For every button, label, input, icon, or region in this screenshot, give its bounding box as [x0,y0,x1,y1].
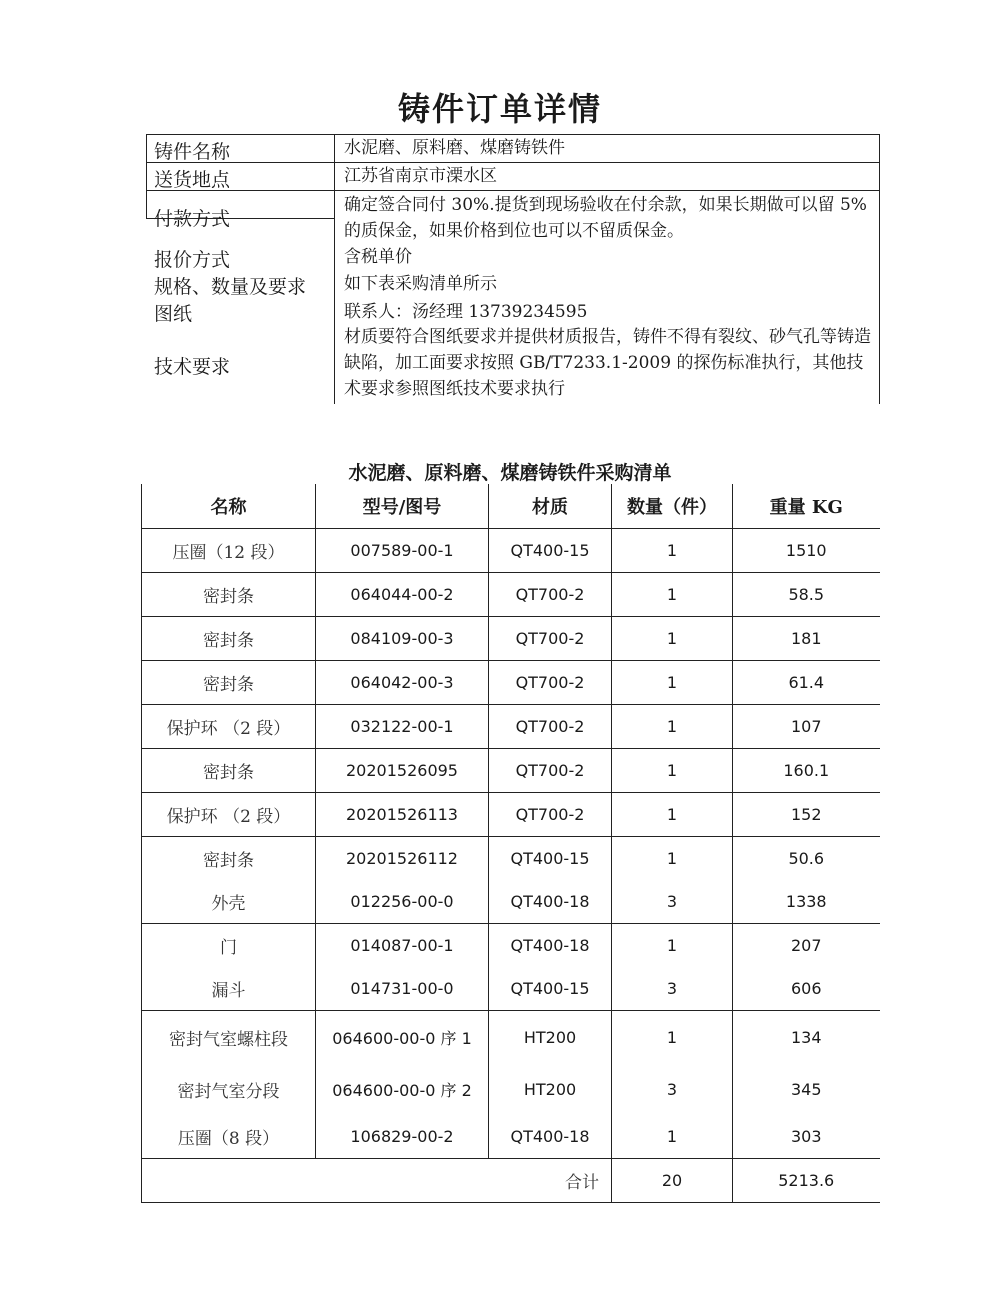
cell-material: QT700-2 [489,793,612,837]
table-row [142,1011,880,1064]
info-value: 材质要符合图纸要求并提供材质报告，铸件不得有裂纹、砂气孔等铸造缺陷，加工面要求按照 GB/T7233.1-2009 的探伤标准执行，其他技术要求参照图纸技术要求执行 [344,327,871,399]
info-value: 联系人：汤经理 13739234595 [344,302,588,322]
info-border-left [146,134,147,218]
table-row [142,1115,880,1159]
cell-weight: 181 [790,629,822,648]
cell-weight: 1510 [785,541,827,560]
cell-material: QT400-15 [489,529,612,573]
table-row [142,529,880,573]
cell-material: QT400-18 [489,880,612,924]
cell-weight: 207 [790,936,822,955]
total-label: 合计 [142,1159,612,1203]
cell-name: 密封条 [142,749,316,793]
cell-name: 压圈（8 段） [142,1115,316,1159]
total-qty: 20 [612,1159,733,1203]
cell-model: 20201526112 [316,837,489,881]
info-label: 规格、数量及要求 [154,276,307,298]
cell-material: QT700-2 [489,661,612,705]
cell-material: HT200 [489,1063,612,1115]
info-label: 付款方式 [154,208,231,230]
table-row [142,749,880,793]
cell-name: 漏斗 [142,967,316,1011]
table-row [142,617,880,661]
cell-material: QT400-18 [489,924,612,968]
table-row [142,573,880,617]
table-row [142,793,880,837]
cell-name: 密封条 [142,661,316,705]
cell-model: 20201526095 [316,749,489,793]
info-value: 含税单价 [344,247,412,267]
cell-weight: 606 [790,979,822,998]
cell-weight: 134 [790,1027,822,1047]
table-row [142,837,880,881]
purchase-list-table [141,484,880,1203]
info-border-right [879,134,880,404]
cell-qty: 1 [612,617,733,661]
cell-qty: 3 [612,1063,733,1115]
cell-name: 密封条 [142,573,316,617]
cell-name: 保护环 （2 段） [142,705,316,749]
cell-weight: 50.6 [788,849,825,868]
table-row [142,924,880,968]
cell-weight: 61.4 [788,673,825,692]
cell-weight: 345 [790,1079,822,1099]
cell-model: 007589-00-1 [316,529,489,573]
cell-weight: 1338 [785,892,827,911]
column-header-name: 名称 [142,484,316,529]
cell-qty: 1 [612,793,733,837]
column-header-weight: 重量 KG [733,484,880,529]
cell-model: 084109-00-3 [316,617,489,661]
info-value: 确定签合同付 30%.提货到现场验收在付余款，如果长期做可以留 5%的质保金，如果价格到位也可以不留质保金。 [344,195,867,241]
table-row [142,661,880,705]
column-header-model: 型号/图号 [316,484,489,529]
cell-qty: 1 [612,837,733,881]
info-row-divider [146,190,880,191]
cell-material: QT700-2 [489,573,612,617]
cell-model: 012256-00-0 [316,880,489,924]
table-row [142,1063,880,1115]
cell-qty: 1 [612,661,733,705]
cell-model: 106829-00-2 [316,1115,489,1159]
cell-model: 064600-00-0 序 2 [316,1063,489,1115]
cell-model: 032122-00-1 [316,705,489,749]
info-column-divider [334,134,335,404]
cell-name: 外壳 [142,880,316,924]
info-label: 铸件名称 [154,141,231,163]
info-value: 如下表采购清单所示 [344,274,497,294]
table-row [142,880,880,924]
document-title: 铸件订单详情 [397,90,602,128]
cell-qty: 3 [612,967,733,1011]
cell-weight: 160.1 [783,761,830,780]
cell-model: 014087-00-1 [316,924,489,968]
table-row [142,967,880,1011]
table-row [142,705,880,749]
cell-qty: 1 [612,749,733,793]
total-weight: 5213.6 [778,1171,835,1190]
column-header-material: 材质 [489,484,612,529]
table-total-row [142,1159,880,1203]
info-label: 送货地点 [154,169,231,191]
cell-material: QT400-15 [489,837,612,881]
cell-weight: 303 [790,1127,822,1146]
cell-material: QT700-2 [489,705,612,749]
info-label: 报价方式 [154,249,231,271]
info-value: 江苏省南京市溧水区 [344,166,497,186]
cell-model: 064042-00-3 [316,661,489,705]
info-value: 水泥磨、原料磨、煤磨铸铁件 [344,138,565,158]
cell-material: QT400-15 [489,967,612,1011]
cell-name: 密封条 [142,837,316,881]
cell-weight: 58.5 [788,585,825,604]
cell-material: QT400-18 [489,1115,612,1159]
column-header-qty: 数量（件） [612,484,733,529]
cell-name: 压圈（12 段） [142,529,316,573]
cell-weight: 152 [790,805,822,824]
cell-qty: 1 [612,924,733,968]
cell-qty: 1 [612,1011,733,1064]
cell-qty: 1 [612,529,733,573]
cell-name: 保护环 （2 段） [142,793,316,837]
cell-model: 064600-00-0 序 1 [316,1011,489,1064]
cell-name: 门 [142,924,316,968]
cell-name: 密封气室螺柱段 [142,1011,316,1064]
cell-material: HT200 [489,1011,612,1064]
cell-model: 014731-00-0 [316,967,489,1011]
table-header-row [142,484,880,529]
cell-name: 密封条 [142,617,316,661]
cell-material: QT700-2 [489,749,612,793]
cell-model: 064044-00-2 [316,573,489,617]
info-label: 技术要求 [154,356,231,378]
cell-weight: 107 [790,717,822,736]
purchase-list-title: 水泥磨、原料磨、煤磨铸铁件采购清单 [348,462,672,484]
cell-qty: 1 [612,573,733,617]
cell-qty: 1 [612,1115,733,1159]
cell-model: 20201526113 [316,793,489,837]
cell-qty: 3 [612,880,733,924]
cell-material: QT700-2 [489,617,612,661]
cell-name: 密封气室分段 [142,1063,316,1115]
cell-qty: 1 [612,705,733,749]
info-label: 图纸 [154,303,193,325]
